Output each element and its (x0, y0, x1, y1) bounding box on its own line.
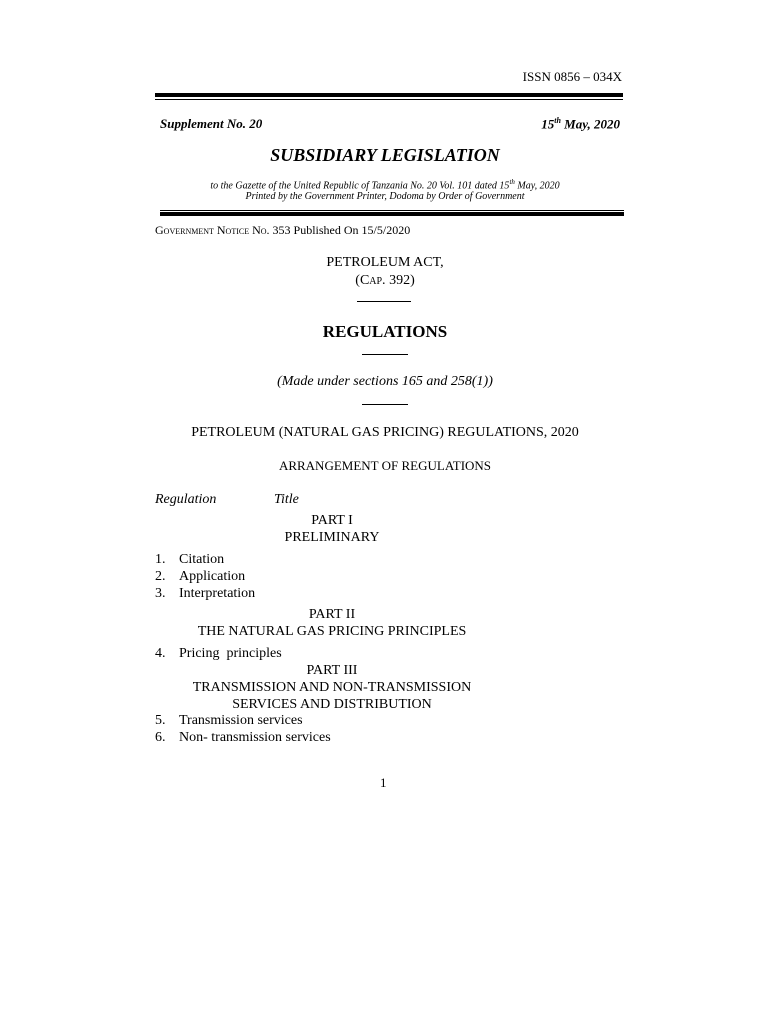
part-2-label: PART II (308, 607, 356, 622)
act-chapter (0, 273, 770, 289)
act-name: PETROLEUM ACT, (326, 255, 444, 270)
gazette-reference (0, 178, 770, 191)
divider-line (362, 404, 408, 405)
item-label: Pricing principles (179, 646, 282, 661)
government-notice (155, 223, 410, 238)
list-item (155, 646, 282, 662)
divider-line (362, 354, 408, 355)
regulations-title: PETROLEUM (NATURAL GAS PRICING) REGULATIONS, 2020 (191, 425, 579, 440)
list-item (155, 586, 255, 602)
date-day: 15 (541, 116, 555, 132)
top-rule-thin (155, 99, 623, 100)
document-title: SUBSIDIARY LEGISLATION (270, 145, 500, 165)
regulations-heading: REGULATIONS (322, 322, 448, 341)
cap-open: ( (355, 273, 360, 288)
item-number: 1. (155, 552, 166, 567)
item-label: Citation (179, 552, 225, 567)
supplement-date (541, 116, 620, 132)
list-item (155, 569, 245, 585)
top-rule-thick (155, 93, 623, 97)
part-1-label: PART I (311, 513, 353, 528)
column-title: Title (274, 492, 299, 507)
part-3-name-line1: TRANSMISSION AND NON-TRANSMISSION (192, 680, 472, 695)
list-item (155, 713, 303, 729)
item-label: Application (179, 569, 246, 584)
issn-number: ISSN 0856 – 034X (522, 69, 622, 84)
list-item (155, 730, 331, 746)
list-item (155, 552, 224, 568)
item-number: 2. (155, 569, 166, 584)
item-label: Transmission services (179, 713, 303, 728)
item-number: 5. (155, 713, 166, 728)
part-1-name: PRELIMINARY (284, 530, 380, 545)
made-under-sections: (Made under sections 165 and 258(1)) (277, 374, 493, 389)
supplement-number: Supplement No. 20 (160, 116, 263, 131)
arrangement-heading: ARRANGEMENT OF REGULATIONS (278, 458, 492, 473)
part-3-name-line2: SERVICES AND DISTRIBUTION (232, 697, 432, 712)
column-regulation: Regulation (155, 492, 217, 507)
notice-details: 353 Published On 15/5/2020 (269, 223, 411, 237)
item-number: 4. (155, 646, 166, 661)
gazette-suffix: th (509, 178, 515, 186)
mid-rule-thin (160, 210, 624, 211)
cap-number: 392) (385, 273, 415, 288)
item-number: 6. (155, 730, 166, 745)
notice-prefix: Government Notice No. (155, 223, 270, 237)
cap-label: Cap. (359, 273, 386, 288)
part-3-label: PART III (306, 663, 358, 678)
mid-rule-thick (160, 212, 624, 216)
item-number: 3. (155, 586, 166, 601)
gazette-date-rest: May, 2020 (514, 180, 560, 192)
divider-line (357, 301, 411, 302)
printer-line: Printed by the Government Printer, Dodoma by Order of Government (245, 191, 525, 202)
page-number: 1 (380, 775, 387, 790)
part-2-name: THE NATURAL GAS PRICING PRINCIPLES (197, 624, 467, 639)
gazette-text: to the Gazette of the United Republic of Tanzania No. 20 Vol. 101 dated 15 (210, 180, 510, 192)
item-label: Non- transmission services (179, 730, 331, 745)
date-rest: May, 2020 (560, 116, 620, 132)
item-label: Interpretation (179, 586, 256, 601)
date-suffix: th (554, 116, 561, 125)
